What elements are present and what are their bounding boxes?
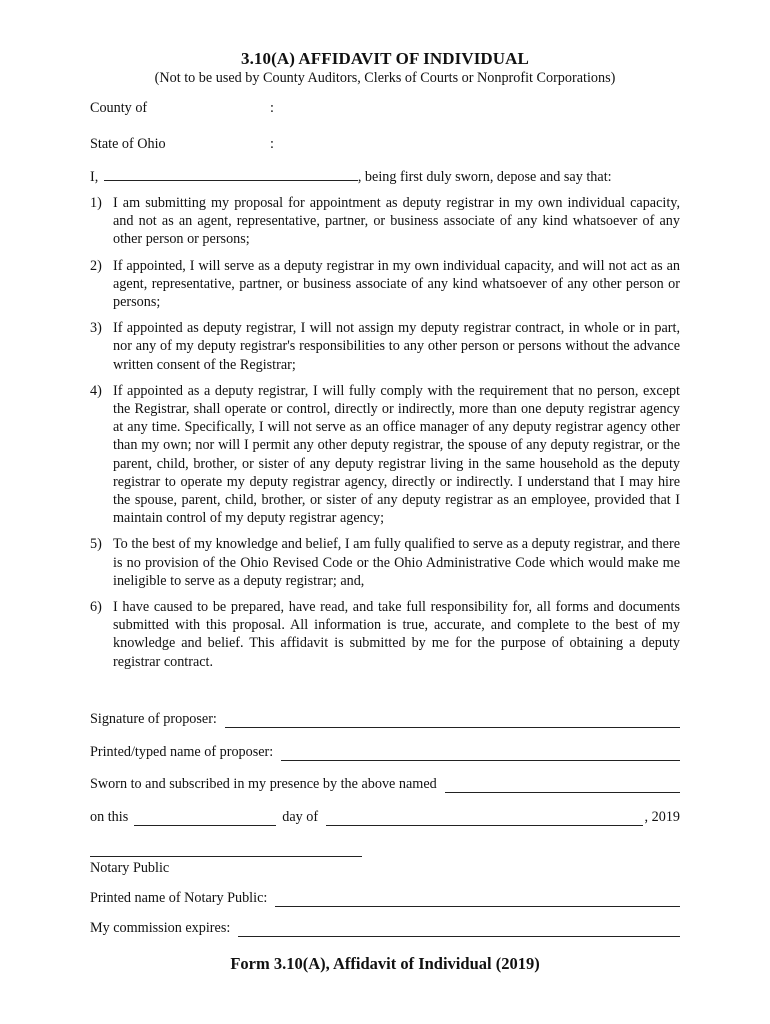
affiant-name-field[interactable] bbox=[104, 167, 358, 181]
item-text: If appointed as a deputy registrar, I will fully comply with the requirement that no person, except the Registrar, shall operate or control, directly or indirectly, more than one deputy registrar agency at any time. Specifically, I will not serve as an office manager of any deputy registrar agency other than my own; nor will I permit any other deputy registrar, the spouse of any deputy registrar, or the parent, child, brother, or sister of any deputy registrar living in the same household as the deputy registrar to operate my deputy registrar agency, directly or indirectly. I understand that I may hire the spouse, parent, child, brother, or sister of any deputy registrar as an employee, provided that I maintain control of my deputy registrar agency; bbox=[113, 382, 680, 527]
commission-label: My commission expires: bbox=[90, 920, 231, 936]
affidavit-statements bbox=[90, 194, 680, 679]
document-subtitle: (Not to be used by County Auditors, Clerks of Courts or Nonprofit Corporations) bbox=[154, 70, 616, 86]
item-number: 2) bbox=[90, 257, 102, 274]
sworn-row bbox=[90, 776, 680, 793]
item-number: 4) bbox=[90, 382, 102, 399]
item-text: To the best of my knowledge and belief, I am fully qualified to serve as a deputy registrar, and there is no provision of the Ohio Revised Code or the Ohio Administrative Code which would make me ineligible to serve as a deputy registrar; and, bbox=[113, 536, 680, 589]
printed-name-label: Printed/typed name of proposer: bbox=[90, 744, 274, 760]
item-text: I have caused to be prepared, have read, and take full responsibility for, all forms and documents submitted with this proposal. All information is true, accurate, and complete to the best of my knowledge and belief. This affidavit is submitted by me for the purpose of obtaining a deputy registrar contract. bbox=[113, 599, 680, 670]
month-field[interactable] bbox=[326, 811, 642, 826]
list-item bbox=[90, 194, 680, 249]
form-footer: Form 3.10(A), Affidavit of Individual (2019) bbox=[230, 954, 540, 973]
signature-row bbox=[90, 711, 680, 728]
sworn-name-field[interactable] bbox=[445, 778, 680, 793]
signature-label: Signature of proposer: bbox=[90, 711, 217, 727]
notary-printed-label: Printed name of Notary Public: bbox=[90, 890, 268, 906]
item-text: I am submitting my proposal for appointment as deputy registrar in my own individual capacity, and not as an agent, representative, partner, or business associate of any kind whatsoever of any other person or persons; bbox=[113, 195, 680, 248]
list-item bbox=[90, 598, 680, 671]
year-label: , 2019 bbox=[644, 809, 680, 825]
item-text: If appointed as deputy registrar, I will not assign my deputy registrar contract, in whole or in part, nor any of my deputy registrar's responsibilities to any other person or persons without the advance written consent of the Registrar; bbox=[113, 320, 680, 373]
date-row bbox=[90, 809, 680, 826]
item-number: 1) bbox=[90, 195, 102, 211]
list-item bbox=[90, 319, 680, 374]
notary-printed-field[interactable] bbox=[275, 892, 680, 907]
on-this-label: on this bbox=[90, 809, 129, 825]
state-label: State of Ohio bbox=[90, 136, 166, 152]
list-item bbox=[90, 257, 680, 312]
item-number: 5) bbox=[90, 536, 102, 553]
list-item bbox=[90, 382, 680, 528]
day-field[interactable] bbox=[134, 812, 276, 826]
commission-field[interactable] bbox=[238, 922, 680, 937]
state-colon: : bbox=[270, 136, 274, 152]
document-title: 3.10(A) AFFIDAVIT OF INDIVIDUAL bbox=[240, 49, 530, 68]
notary-signature-field[interactable] bbox=[90, 856, 362, 857]
item-number: 6) bbox=[90, 599, 102, 616]
item-number: 3) bbox=[90, 320, 102, 337]
county-label: County of bbox=[90, 100, 148, 116]
oath-prefix: I, bbox=[90, 169, 99, 185]
list-item bbox=[90, 535, 680, 590]
notary-printed-row bbox=[90, 890, 680, 907]
printed-name-row bbox=[90, 744, 680, 761]
day-of-label: day of bbox=[282, 809, 319, 825]
sworn-label: Sworn to and subscribed in my presence by the above named bbox=[90, 776, 437, 792]
county-colon: : bbox=[270, 100, 274, 116]
printed-name-field[interactable] bbox=[281, 746, 680, 761]
signature-field[interactable] bbox=[225, 713, 680, 728]
item-text: If appointed, I will serve as a deputy registrar in my own individual capacity, and will not act as an agent, representative, partner, or business associate of any kind whatsoever of any other person or persons; bbox=[113, 257, 680, 311]
oath-line bbox=[90, 167, 612, 186]
county-field[interactable] bbox=[160, 100, 260, 116]
notary-label: Notary Public bbox=[90, 860, 170, 876]
commission-row bbox=[90, 920, 680, 937]
oath-suffix: , being first duly sworn, depose and say that: bbox=[357, 169, 612, 185]
